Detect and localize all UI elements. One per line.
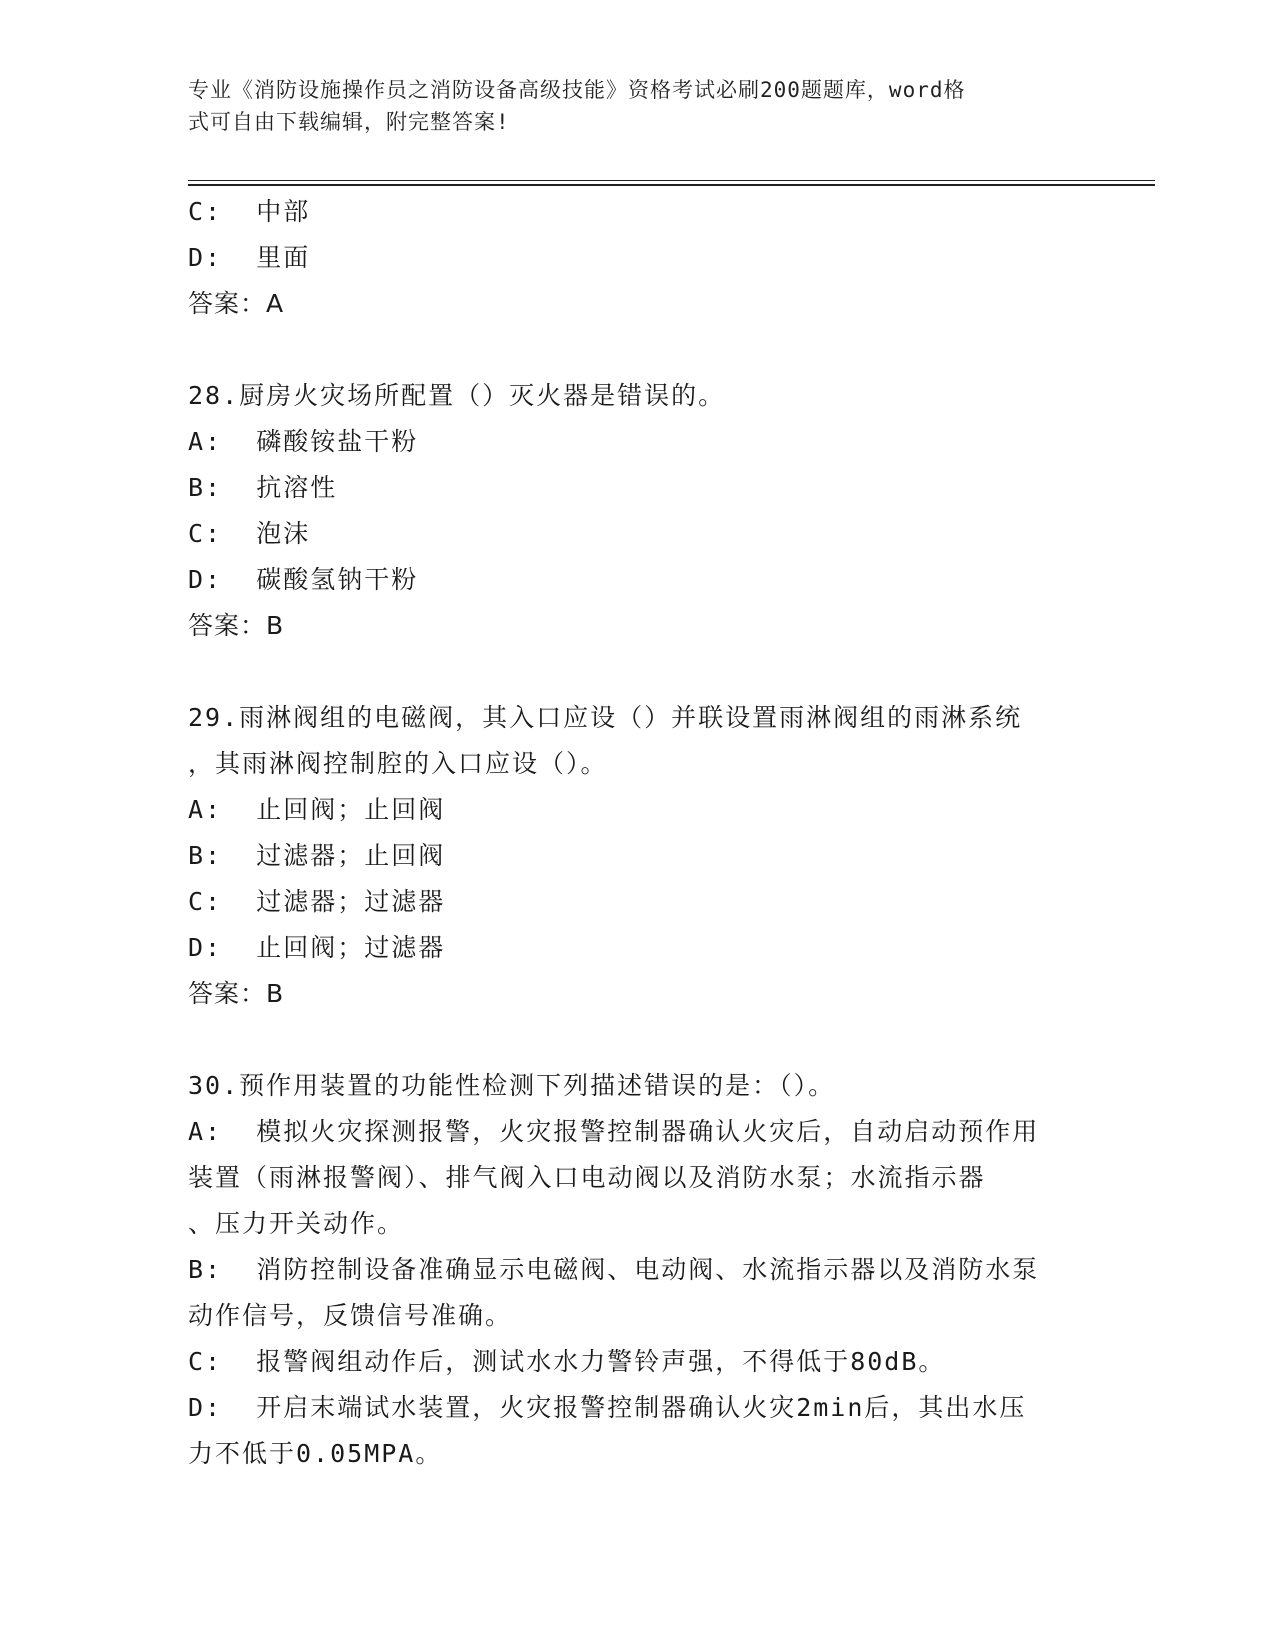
spacer: [188, 1017, 1088, 1063]
question-stem: 28.厨房火灾场所配置（）灭火器是错误的。: [188, 381, 726, 410]
option-a-line-2: 装置（雨淋报警阀）、排气阀入口电动阀以及消防水泵；水流指示器: [188, 1163, 986, 1192]
option-c: C: 过滤器；过滤器: [188, 887, 446, 916]
question-stem: 30.预作用装置的功能性检测下列描述错误的是：（）。: [188, 1071, 836, 1100]
answer: 答案：A: [188, 289, 285, 318]
question-28: [188, 373, 1088, 649]
spacer: [188, 649, 1088, 695]
option-c: C: 报警阀组动作后，测试水水力警铃声强，不得低于80dB。: [188, 1347, 946, 1376]
document-header: [188, 74, 1088, 138]
question-stem-line-2: ，其雨淋阀控制腔的入口应设（）。: [188, 749, 608, 778]
option-d-line-2: 力不低于0.05MPA。: [188, 1439, 443, 1468]
question-29: [188, 695, 1088, 1017]
spacer: [188, 327, 1088, 373]
answer: 答案：B: [188, 611, 285, 640]
option-b: B: 抗溶性: [188, 473, 338, 502]
option-d-line-1: D: 开启末端试水装置，火灾报警控制器确认火灾2min后，其出水压: [188, 1393, 1027, 1422]
option-d: D: 碳酸氢钠干粉: [188, 565, 419, 594]
option-b-line-2: 动作信号，反馈信号准确。: [188, 1301, 513, 1330]
answer: 答案：B: [188, 979, 285, 1008]
header-rule-bottom: [188, 184, 1155, 186]
option-c: C: 中部: [188, 197, 311, 226]
option-b-line-1: B: 消防控制设备准确显示电磁阀、电动阀、水流指示器以及消防水泵: [188, 1255, 1040, 1284]
option-d: D: 里面: [188, 243, 311, 272]
header-rule-top: [188, 180, 1155, 181]
option-a-line-1: A: 模拟火灾探测报警，火灾报警控制器确认火灾后，自动启动预作用: [188, 1117, 1040, 1146]
document-body: [188, 189, 1088, 1477]
question-stem-line-1: 29.雨淋阀组的电磁阀，其入口应设（）并联设置雨淋阀组的雨淋系统: [188, 703, 1023, 732]
option-c: C: 泡沫: [188, 519, 311, 548]
question-30: [188, 1063, 1088, 1477]
option-b: B: 过滤器；止回阀: [188, 841, 446, 870]
question-27-tail: [188, 189, 1088, 327]
option-a: A: 止回阀；止回阀: [188, 795, 446, 824]
header-line-1: 专业《消防设施操作员之消防设备高级技能》资格考试必刷200题题库，word格: [188, 78, 966, 102]
option-a: A: 磷酸铵盐干粉: [188, 427, 419, 456]
option-d: D: 止回阀；过滤器: [188, 933, 446, 962]
option-a-line-3: 、压力开关动作。: [188, 1209, 405, 1238]
header-line-2: 式可自由下载编辑，附完整答案!: [188, 110, 510, 134]
